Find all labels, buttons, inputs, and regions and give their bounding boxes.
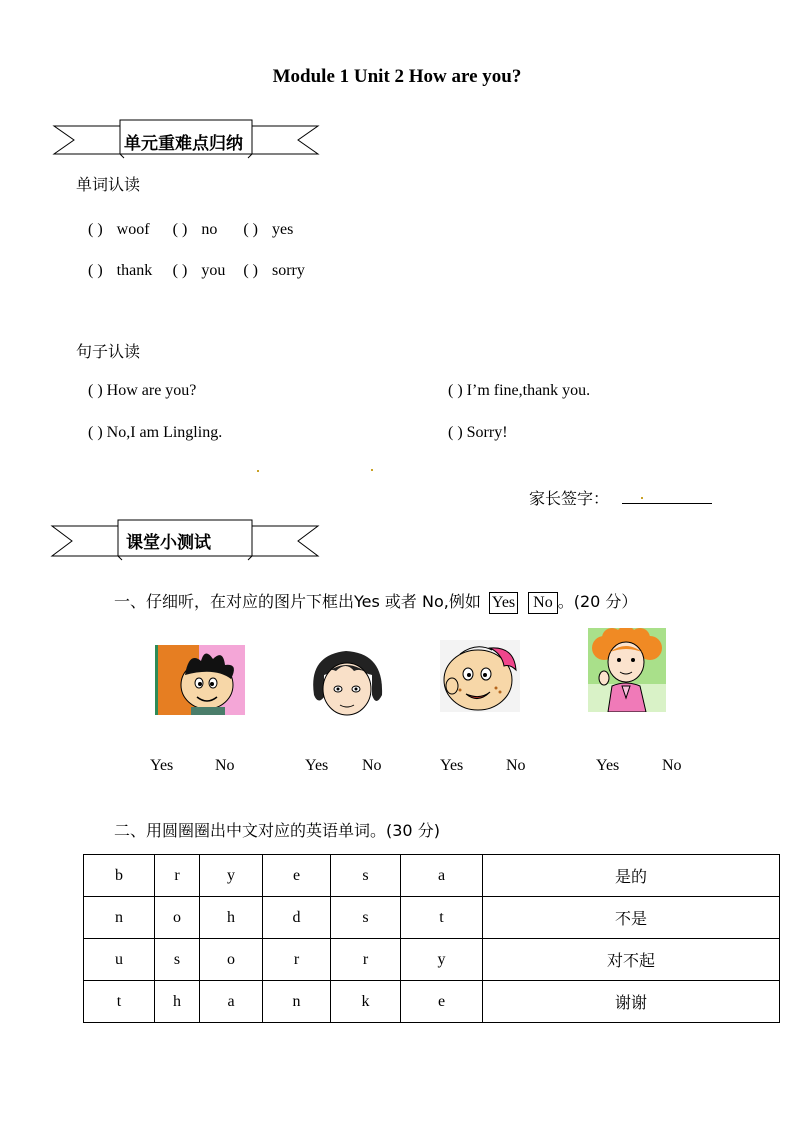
meaning-cell: 对不起 (483, 939, 780, 981)
picture-yes-option[interactable]: Yes (596, 757, 620, 774)
letter-cell[interactable]: s (331, 855, 401, 897)
letter-cell[interactable]: y (401, 939, 483, 981)
sentence-text: I’m fine,thank you. (466, 382, 591, 399)
question-1 (114, 589, 637, 614)
picture-yes-option[interactable]: Yes (440, 757, 464, 774)
boy-pink-hair-icon (440, 640, 520, 712)
boy-spiky-hair-icon (155, 645, 245, 715)
picture-no-option[interactable]: No (362, 757, 382, 774)
letter-cell[interactable]: y (200, 855, 263, 897)
paren-blank: ( ) (172, 221, 188, 238)
letter-cell[interactable]: b (84, 855, 155, 897)
word-item: no (201, 221, 218, 238)
stray-dot (641, 497, 643, 499)
letter-cell[interactable]: n (263, 981, 331, 1023)
letter-cell[interactable]: d (263, 897, 331, 939)
question-1-prefix: 一、仔细听，在对应的图片下框出Yes 或者 No,例如 (114, 592, 481, 611)
letter-cell[interactable]: a (401, 855, 483, 897)
paren-blank: ( ) (88, 262, 103, 279)
word-item: sorry (271, 262, 305, 279)
stray-dot (371, 469, 373, 471)
picture-no-option[interactable]: No (662, 757, 682, 774)
stray-dot (257, 470, 259, 472)
letter-grid-table (83, 854, 780, 1023)
word-item: you (201, 262, 226, 279)
parent-sign-line[interactable] (622, 503, 712, 504)
sentence-item (88, 424, 222, 442)
letter-cell[interactable]: h (155, 981, 200, 1023)
question-1-suffix: 。(20 分） (557, 592, 638, 611)
table-row (84, 939, 780, 981)
letter-cell[interactable]: r (155, 855, 200, 897)
girl-orange-hair-icon (588, 628, 666, 712)
example-no-box: No (528, 592, 558, 614)
word-row (88, 221, 293, 239)
letter-cell[interactable]: s (331, 897, 401, 939)
picture-no-option[interactable]: No (215, 757, 235, 774)
girl-black-hair-icon (306, 645, 388, 717)
table-row (84, 897, 780, 939)
letter-cell[interactable]: o (155, 897, 200, 939)
section-banner-title: 单元重难点归纳 (124, 134, 243, 154)
letter-cell[interactable]: n (84, 897, 155, 939)
letter-cell[interactable]: s (155, 939, 200, 981)
letter-cell[interactable]: t (401, 897, 483, 939)
picture-yes-option[interactable]: Yes (305, 757, 329, 774)
paren-blank: ( ) (243, 221, 258, 238)
paren-blank: ( ) (172, 262, 188, 279)
sentence-item (448, 424, 508, 442)
picture-no-option[interactable]: No (506, 757, 526, 774)
sentence-item (88, 382, 196, 400)
sentences-heading: 句子认读 (76, 342, 141, 361)
letter-cell[interactable]: r (331, 939, 401, 981)
letter-cell[interactable]: a (200, 981, 263, 1023)
letter-cell[interactable]: e (401, 981, 483, 1023)
question-2: 二、用圆圈圈出中文对应的英语单词。(30 分) (114, 821, 440, 840)
meaning-cell: 不是 (483, 897, 780, 939)
letter-cell[interactable]: e (263, 855, 331, 897)
page-title: Module 1 Unit 2 How are you? (272, 66, 522, 87)
section-banner-title: 课堂小测试 (126, 533, 211, 553)
meaning-cell: 是的 (483, 855, 780, 897)
paren-blank: ( ) (448, 424, 463, 441)
table-row (84, 855, 780, 897)
letter-cell[interactable]: k (331, 981, 401, 1023)
paren-blank: ( ) (243, 262, 258, 279)
table-row (84, 981, 780, 1023)
letter-cell[interactable]: t (84, 981, 155, 1023)
paren-blank: ( ) (448, 382, 463, 399)
word-item: woof (116, 221, 150, 238)
meaning-cell: 谢谢 (483, 981, 780, 1023)
parent-sign-label: 家长签字： (529, 489, 610, 508)
sentence-text: How are you? (106, 382, 197, 399)
letter-cell[interactable]: o (200, 939, 263, 981)
paren-blank: ( ) (88, 221, 103, 238)
example-yes-box: Yes (489, 592, 518, 614)
word-item: thank (116, 262, 153, 279)
paren-blank: ( ) (88, 382, 103, 399)
picture-yes-option[interactable]: Yes (150, 757, 174, 774)
sentence-item (448, 382, 590, 400)
sentence-text: No,I am Lingling. (106, 424, 223, 441)
letter-cell[interactable]: u (84, 939, 155, 981)
word-row (88, 262, 305, 280)
words-heading: 单词认读 (76, 175, 141, 194)
letter-cell[interactable]: h (200, 897, 263, 939)
word-item: yes (271, 221, 294, 238)
letter-cell[interactable]: r (263, 939, 331, 981)
paren-blank: ( ) (88, 424, 103, 441)
sentence-text: Sorry! (466, 424, 508, 441)
